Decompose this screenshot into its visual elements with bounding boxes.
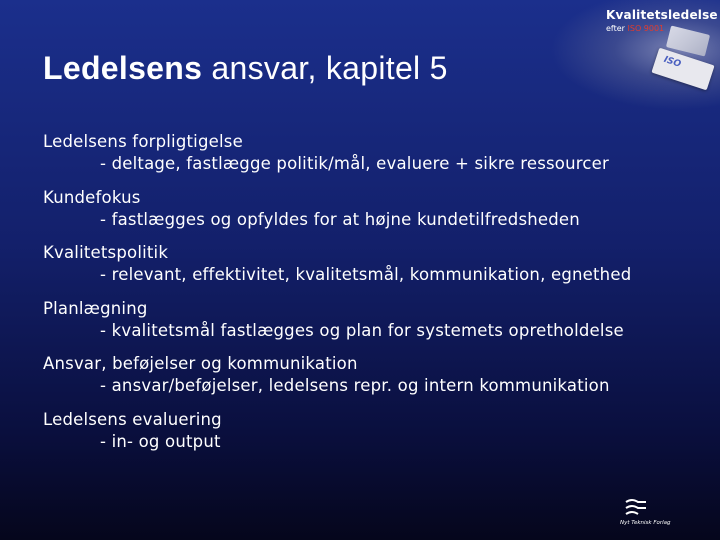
slide-title-bold: Ledelsens [43, 50, 203, 86]
item-detail: - fastlægges og opfyldes for at højne kundetilfredsheden [100, 209, 580, 229]
item-heading: Kvalitetspolitik [43, 243, 169, 262]
item-heading: Ledelsens forpligtigelse [43, 132, 243, 151]
publisher-logo-icon [624, 498, 648, 518]
book-cover-logo [550, 0, 720, 110]
item-detail: - relevant, effektivitet, kvalitetsmål, kommunikation, egnethed [100, 265, 632, 284]
list-item [43, 131, 703, 187]
item-detail: - kvalitetsmål fastlægges og plan for systemets opretholdelse [100, 320, 624, 340]
slide-title-rest: ansvar, kapitel 5 [202, 50, 448, 86]
item-heading: Ledelsens evaluering [43, 409, 222, 429]
item-detail: - ansvar/beføjelser, ledelsens repr. og intern kommunikation [100, 376, 610, 395]
item-detail: - in- og output [100, 431, 221, 451]
item-heading: Planlægning [43, 298, 148, 318]
logo-title: Kvalitetsledelse [606, 8, 718, 22]
list-item [43, 409, 703, 465]
logo-subtitle-iso: ISO 9001 [627, 24, 665, 33]
slide-title [43, 50, 448, 87]
item-heading: Kundefokus [43, 187, 141, 207]
logo-subtitle-prefix: efter [606, 24, 628, 33]
list-item [43, 353, 703, 409]
publisher-logo [620, 498, 686, 528]
publisher-name: Nyt Teknisk Forlag [620, 520, 671, 526]
item-detail: - deltage, fastlægge politik/mål, evaluere + sikre ressourcer [100, 154, 609, 173]
bullet-list [43, 131, 703, 464]
list-item [43, 242, 703, 298]
iso-card-text: ISO [662, 54, 683, 70]
list-item [43, 298, 703, 354]
list-item [43, 187, 703, 243]
logo-subtitle [606, 24, 664, 33]
item-heading: Ansvar, beføjelser og kommunikation [43, 354, 358, 373]
